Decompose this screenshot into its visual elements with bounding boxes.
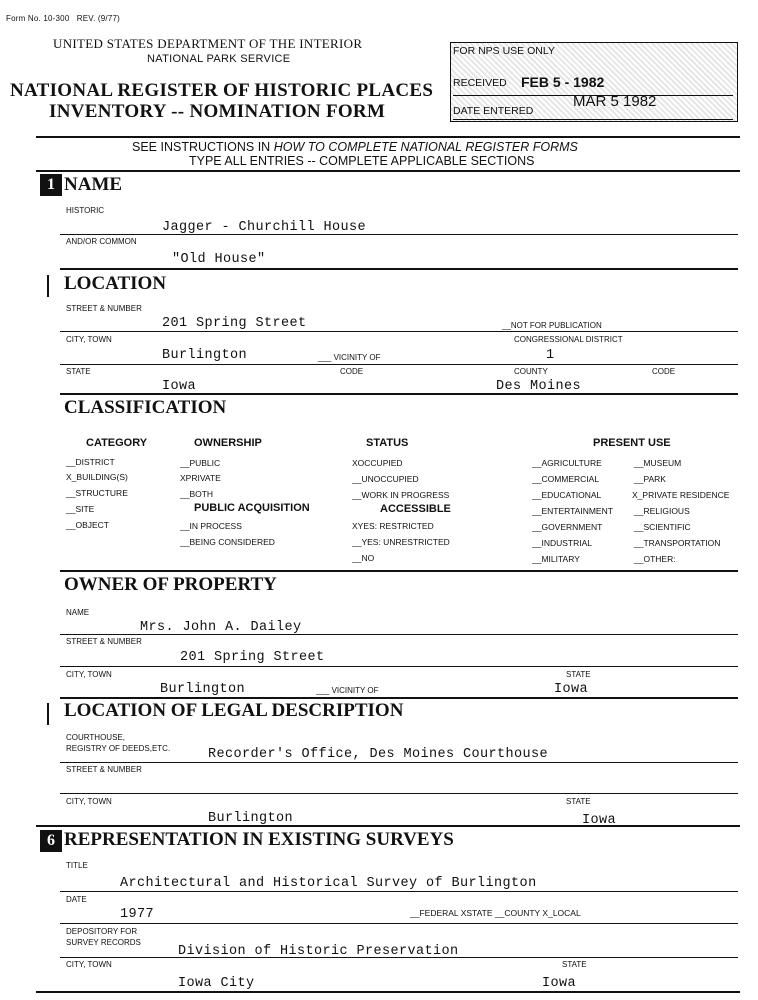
location-street-value: 201 Spring Street [162, 316, 307, 331]
present-use-option: __SCIENTIFIC [634, 522, 691, 532]
nps-use-box [450, 42, 738, 122]
location-city-value: Burlington [162, 348, 248, 363]
owner-vicinity-label: ___ VICINITY OF [316, 686, 379, 695]
category-option: __DISTRICT [66, 457, 115, 467]
owner-name-value: Mrs. John A. Dailey [140, 620, 302, 635]
common-name-value: "Old House" [172, 252, 266, 267]
present-use-option: __MUSEUM [634, 458, 682, 468]
survey-city-value: Iowa City [178, 976, 255, 991]
legal-city-value: Burlington [208, 811, 294, 826]
legal-street-label: STREET & NUMBER [66, 765, 142, 774]
not-for-publication: __NOT FOR PUBLICATION [502, 321, 602, 330]
status-option: __UNOCCUPIED [352, 474, 419, 484]
status-option: XOCCUPIED [352, 458, 403, 468]
survey-title-label: TITLE [66, 861, 88, 870]
survey-date-label: DATE [66, 895, 87, 904]
accessible-option: XYES: RESTRICTED [352, 521, 434, 531]
received-stamp: FEB 5 - 1982 [521, 74, 605, 90]
present-use-option: __OTHER: [634, 554, 676, 564]
acquisition-option: __IN PROCESS [180, 521, 242, 531]
legal-description-heading: LOCATION OF LEGAL DESCRIPTION [64, 700, 404, 721]
owner-state-label: STATE [566, 670, 591, 679]
category-option: X_BUILDING(S) [66, 472, 128, 482]
category-option: __SITE [66, 504, 95, 514]
county-label: COUNTY [514, 367, 548, 376]
accessible-option: __NO [352, 553, 375, 563]
registry-label: REGISTRY OF DEEDS,ETC. [66, 744, 171, 753]
status-option: __WORK IN PROGRESS [352, 490, 450, 500]
present-use-option: __AGRICULTURE [532, 458, 602, 468]
present-use-option: __ENTERTAINMENT [532, 506, 613, 516]
county-code-label: CODE [652, 367, 676, 376]
form-title-line1: NATIONAL REGISTER OF HISTORIC PLACES [10, 80, 434, 101]
ownership-option: XPRIVATE [180, 473, 221, 483]
nps-box-header: FOR NPS USE ONLY [453, 45, 555, 57]
present-use-heading: PRESENT USE [593, 437, 671, 449]
location-state-value: Iowa [162, 379, 197, 394]
instructions-line1: SEE INSTRUCTIONS IN HOW TO COMPLETE NATIONAL REGISTER FORMS [132, 140, 578, 154]
present-use-option: __MILITARY [532, 554, 580, 564]
section-number-badge: 6 [40, 830, 62, 852]
form-title-line2: INVENTORY -- NOMINATION FORM [49, 101, 386, 122]
survey-records-label: SURVEY RECORDS [66, 938, 141, 947]
name-section-heading: NAME [64, 174, 123, 195]
congressional-district-label: CONGRESSIONAL DISTRICT [514, 335, 623, 344]
state-label: STATE [66, 367, 91, 376]
status-heading: STATUS [366, 437, 409, 449]
survey-levels: __FEDERAL XSTATE __COUNTY X_LOCAL [410, 908, 581, 918]
survey-state-label: STATE [562, 960, 587, 969]
location-section-heading: LOCATION [64, 273, 167, 294]
location-county-value: Des Moines [496, 379, 582, 394]
city-town-label: CITY, TOWN [66, 335, 112, 344]
section-number-badge: 1 [40, 174, 62, 196]
acquisition-option: __BEING CONSIDERED [180, 537, 275, 547]
category-heading: CATEGORY [86, 437, 148, 449]
depository-value: Division of Historic Preservation [178, 944, 459, 959]
survey-city-label: CITY, TOWN [66, 960, 112, 969]
code-label: CODE [340, 367, 364, 376]
service-name: NATIONAL PARK SERVICE [147, 53, 291, 65]
owner-section-heading: OWNER OF PROPERTY [64, 574, 277, 595]
survey-state-value: Iowa [542, 976, 577, 991]
vicinity-of-label: ___ VICINITY OF [318, 353, 381, 362]
public-acquisition-heading: PUBLIC ACQUISITION [194, 502, 310, 514]
present-use-option: __EDUCATIONAL [532, 490, 602, 500]
legal-state-label: STATE [566, 797, 591, 806]
present-use-option: __PARK [634, 474, 666, 484]
legal-city-label: CITY, TOWN [66, 797, 112, 806]
category-option: __OBJECT [66, 520, 109, 530]
present-use-option: __GOVERNMENT [532, 522, 603, 532]
street-number-label: STREET & NUMBER [66, 304, 142, 313]
survey-title-value: Architectural and Historical Survey of Burlington [120, 876, 537, 891]
present-use-option: __COMMERCIAL [532, 474, 600, 484]
date-entered-label: DATE ENTERED [453, 105, 534, 117]
historic-name-value: Jagger - Churchill House [162, 220, 367, 235]
present-use-option: __TRANSPORTATION [634, 538, 721, 548]
owner-street-value: 201 Spring Street [180, 650, 325, 665]
historic-label: HISTORIC [66, 206, 105, 215]
present-use-option: __RELIGIOUS [634, 506, 690, 516]
ownership-heading: OWNERSHIP [194, 437, 262, 449]
depository-label: DEPOSITORY FOR [66, 927, 138, 936]
ownership-option: __PUBLIC [180, 458, 221, 468]
common-name-label: AND/OR COMMON [66, 237, 137, 246]
classification-section-heading: CLASSIFICATION [64, 397, 227, 418]
owner-city-value: Burlington [160, 682, 246, 697]
form-number: Form No. 10-300 REV. (9/77) [6, 14, 121, 23]
courthouse-value: Recorder's Office, Des Moines Courthouse [208, 747, 549, 762]
owner-city-label: CITY, TOWN [66, 670, 112, 679]
present-use-option: __INDUSTRIAL [532, 538, 592, 548]
date-entered-stamp: MAR 5 1982 [573, 93, 657, 110]
legal-state-value: Iowa [582, 813, 617, 828]
department-name: UNITED STATES DEPARTMENT OF THE INTERIOR [53, 36, 363, 51]
category-option: __STRUCTURE [66, 488, 128, 498]
congressional-district-value: 1 [546, 348, 555, 363]
accessible-option: __YES: UNRESTRICTED [352, 537, 450, 547]
ownership-option: __BOTH [180, 489, 214, 499]
received-label: RECEIVED [453, 77, 507, 89]
accessible-heading: ACCESSIBLE [380, 503, 451, 515]
courthouse-label: COURTHOUSE, [66, 733, 125, 742]
survey-date-value: 1977 [120, 907, 155, 922]
owner-name-label: NAME [66, 608, 90, 617]
surveys-section-heading: REPRESENTATION IN EXISTING SURVEYS [64, 829, 454, 850]
owner-state-value: Iowa [554, 682, 589, 697]
instructions-line2: TYPE ALL ENTRIES -- COMPLETE APPLICABLE SECTIONS [189, 154, 535, 168]
present-use-option: X_PRIVATE RESIDENCE [632, 490, 730, 500]
owner-street-label: STREET & NUMBER [66, 637, 142, 646]
